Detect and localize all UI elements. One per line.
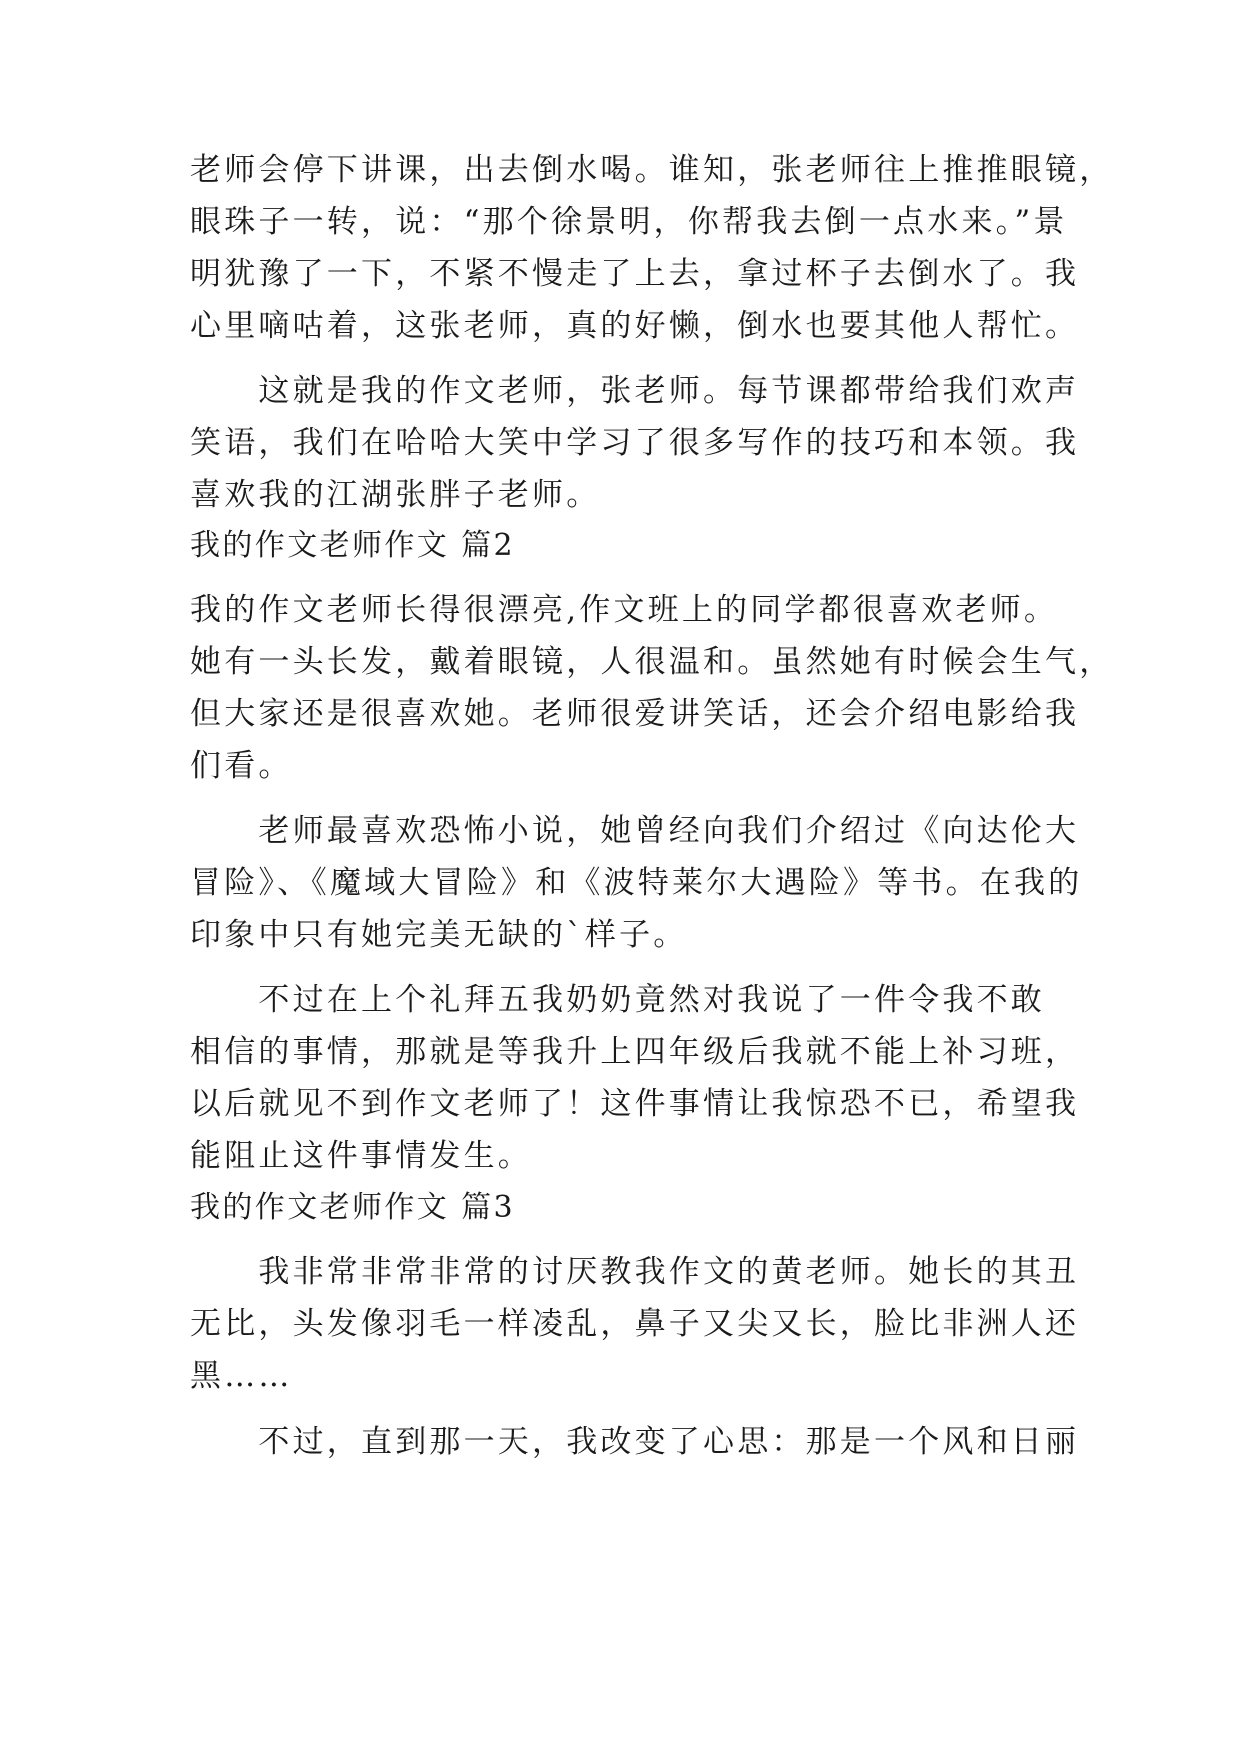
text-line: 印象中只有她完美无缺的`样子。 bbox=[190, 917, 688, 953]
section-heading: 我的作文老师作文 篇3 bbox=[190, 1190, 516, 1225]
text-line: 这就是我的作文老师，张老师。每节课都带给我们欢声 bbox=[190, 373, 1080, 409]
text-line: 她有一头长发，戴着眼镜，人很温和。虽然她有时候会生气， bbox=[190, 644, 1114, 680]
text-line: 以后就见不到作文老师了！这件事情让我惊恐不已，希望我 bbox=[190, 1086, 1080, 1122]
text-line: 我的作文老师长得很漂亮,作文班上的同学都很喜欢老师。 bbox=[190, 592, 1059, 628]
text-line: 笑语，我们在哈哈大笑中学习了很多写作的技巧和本领。我 bbox=[190, 425, 1080, 461]
text-line: 我非常非常非常的讨厌教我作文的黄老师。她长的其丑 bbox=[190, 1254, 1080, 1290]
text-line: 相信的事情，那就是等我升上四年级后我就不能上补习班， bbox=[190, 1034, 1080, 1070]
text-line: 无比，头发像羽毛一样凌乱，鼻子又尖又长，脸比非洲人还 bbox=[190, 1306, 1080, 1342]
section-heading: 我的作文老师作文 篇2 bbox=[190, 528, 516, 563]
text-line: 心里嘀咕着，这张老师，真的好懒，倒水也要其他人帮忙。 bbox=[190, 308, 1080, 344]
text-line: 们看。 bbox=[190, 748, 293, 784]
text-line: 冒险》、《魔域大冒险》和《波特莱尔大遇险》等书。在我的 bbox=[190, 865, 1083, 901]
text-line: 黑…… bbox=[190, 1358, 293, 1394]
text-line: 不过在上个礼拜五我奶奶竟然对我说了一件令我不敢 bbox=[190, 982, 1045, 1018]
text-line: 但大家还是很喜欢她。老师很爱讲笑话，还会介绍电影给我 bbox=[190, 696, 1080, 732]
text-line: 老师最喜欢恐怖小说，她曾经向我们介绍过《向达伦大 bbox=[190, 813, 1080, 849]
text-line: 喜欢我的江湖张胖子老师。 bbox=[190, 477, 601, 513]
text-line: 能阻止这件事情发生。 bbox=[190, 1138, 532, 1174]
text-line: 明犹豫了一下，不紧不慢走了上去，拿过杯子去倒水了。我 bbox=[190, 256, 1080, 292]
text-line: 不过，直到那一天，我改变了心思：那是一个风和日丽 bbox=[190, 1424, 1080, 1460]
text-line: 老师会停下讲课，出去倒水喝。谁知，张老师往上推推眼镜， bbox=[190, 152, 1114, 188]
text-line: 眼珠子一转，说：“那个徐景明，你帮我去倒一点水来。”景 bbox=[190, 204, 1068, 240]
